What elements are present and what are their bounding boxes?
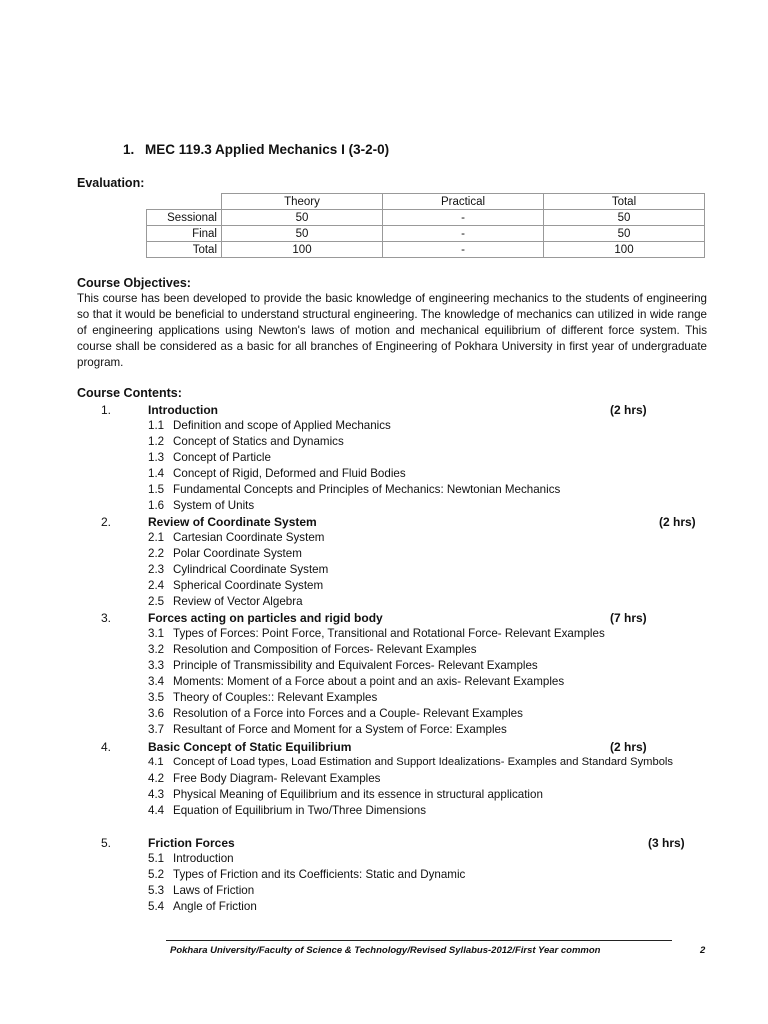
course-title-text: MEC 119.3 Applied Mechanics I (3-2-0) [145, 142, 390, 157]
table-row [147, 210, 705, 226]
list-item: 1.3 Concept of Particle [148, 451, 271, 464]
row-label: Sessional [147, 210, 222, 226]
list-item: 5.3 Laws of Friction [148, 884, 255, 897]
list-item: 1.1 Definition and scope of Applied Mechanics [148, 419, 391, 432]
unit-number: 2. [101, 515, 112, 529]
cell-theory: 50 [222, 210, 383, 226]
course-number: 1. [123, 142, 135, 157]
objectives-heading: Course Objectives: [77, 276, 191, 290]
list-item: 1.6 System of Units [148, 499, 255, 512]
list-item: 4.3 Physical Meaning of Equilibrium and its essence in structural application [148, 788, 543, 801]
list-item: 3.4 Moments: Moment of a Force about a point and an axis- Relevant Examples [148, 675, 565, 688]
unit-hours: (7 hrs) [610, 611, 647, 625]
cell-total: 50 [544, 226, 705, 242]
unit-hours: (2 hrs) [610, 740, 647, 754]
list-item: 3.3 Principle of Transmissibility and Equivalent Forces- Relevant Examples [148, 659, 538, 672]
list-item: 1.5 Fundamental Concepts and Principles of Mechanics: Newtonian Mechanics [148, 483, 561, 496]
table-header-row [147, 194, 705, 210]
list-item: 3.7 Resultant of Force and Moment for a System of Force: Examples [148, 723, 507, 736]
list-item: 2.1 Cartesian Coordinate System [148, 531, 325, 544]
unit-title: Basic Concept of Static Equilibrium [148, 740, 352, 754]
list-item: 4.2 Free Body Diagram- Relevant Examples [148, 772, 381, 785]
unit-title: Friction Forces [148, 836, 235, 850]
row-label: Final [147, 226, 222, 242]
list-item: 4.4 Equation of Equilibrium in Two/Three Dimensions [148, 804, 427, 817]
table-row [147, 226, 705, 242]
list-item: 2.4 Spherical Coordinate System [148, 579, 324, 592]
cell-total: 100 [544, 242, 705, 258]
cell-total: 50 [544, 210, 705, 226]
cell-practical: - [383, 242, 544, 258]
unit-title: Forces acting on particles and rigid body [148, 611, 383, 625]
list-item: 4.1 Concept of Load types, Load Estimation and Support Idealizations- Examples and Standard Symbols [148, 756, 674, 768]
header-total: Total [544, 194, 705, 210]
list-item: 2.2 Polar Coordinate System [148, 547, 302, 560]
list-item: 1.2 Concept of Statics and Dynamics [148, 435, 344, 448]
unit-number: 1. [101, 403, 112, 417]
list-item: 5.1 Introduction [148, 852, 234, 865]
header-practical: Practical [383, 194, 544, 210]
course-title [123, 142, 389, 157]
unit-number: 4. [101, 740, 112, 754]
cell-practical: - [383, 210, 544, 226]
cell-theory: 50 [222, 226, 383, 242]
page-number: 2 [700, 945, 706, 956]
unit-number: 5. [101, 836, 112, 850]
header-theory: Theory [222, 194, 383, 210]
table-corner-cell [147, 194, 222, 210]
footer-text: Pokhara University/Faculty of Science & Technology/Revised Syllabus-2012/First Year common [170, 945, 601, 956]
row-label: Total [147, 242, 222, 258]
list-item: 2.3 Cylindrical Coordinate System [148, 563, 329, 576]
list-item: 3.6 Resolution of a Force into Forces and a Couple- Relevant Examples [148, 707, 523, 720]
evaluation-heading: Evaluation: [77, 176, 145, 190]
footer-divider [166, 940, 672, 941]
objectives-paragraph: This course has been developed to provide the basic knowledge of engineering mechanics to the students of engineering so that it would be beneficial to understand structural engineering. The knowledge of mechanics can utilized in wide range of engineering applications using Newton's laws of motion and mechanical equilibrium of different force system. This course shall be considered as a basic for all branches of Engineering of Pokhara University in first year of undergraduate program. [77, 292, 707, 369]
list-item: 2.5 Review of Vector Algebra [148, 595, 303, 608]
evaluation-table [146, 193, 705, 258]
unit-hours: (2 hrs) [610, 403, 647, 417]
list-item: 3.5 Theory of Couples:: Relevant Examples [148, 691, 378, 704]
unit-hours: (3 hrs) [648, 836, 685, 850]
unit-number: 3. [101, 611, 112, 625]
unit-title: Review of Coordinate System [148, 515, 317, 529]
unit-title: Introduction [148, 403, 218, 417]
list-item: 1.4 Concept of Rigid, Deformed and Fluid Bodies [148, 467, 406, 480]
contents-heading: Course Contents: [77, 386, 182, 400]
cell-practical: - [383, 226, 544, 242]
list-item: 3.1 Types of Forces: Point Force, Transitional and Rotational Force- Relevant Examples [148, 627, 605, 640]
list-item: 5.2 Types of Friction and its Coefficients: Static and Dynamic [148, 868, 466, 881]
table-row [147, 242, 705, 258]
list-item: 3.2 Resolution and Composition of Forces- Relevant Examples [148, 643, 477, 656]
unit-hours: (2 hrs) [659, 515, 696, 529]
cell-theory: 100 [222, 242, 383, 258]
list-item: 5.4 Angle of Friction [148, 900, 257, 913]
